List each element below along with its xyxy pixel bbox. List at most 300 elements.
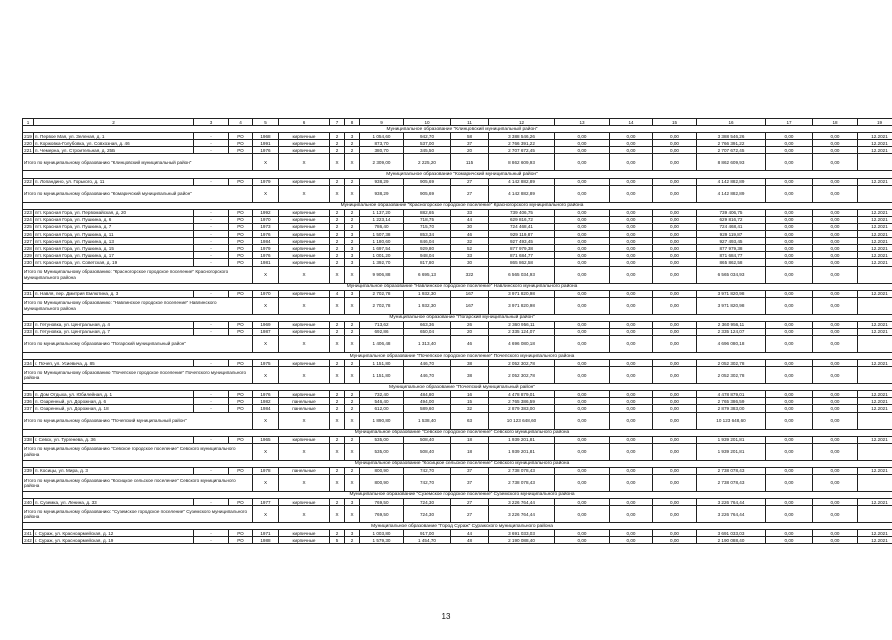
table-cell: 865 862,58	[489, 259, 555, 266]
table-cell: 4 142 882,89	[697, 178, 766, 185]
table-cell: X	[279, 367, 330, 384]
table-cell: X	[253, 412, 279, 429]
table-cell: 0,00	[813, 436, 858, 443]
table-cell: 0,00	[555, 506, 610, 523]
table-row	[23, 537, 892, 544]
table-cell: 0,00	[813, 147, 858, 154]
table-cell: 2	[330, 398, 345, 405]
table-cell: -	[194, 238, 229, 245]
table-cell: Муниципальное образование "Город Сураж" Суражского муниципального района	[23, 523, 892, 530]
table-cell: 12.2021	[858, 178, 892, 185]
table-cell: -	[194, 245, 229, 252]
table-cell: 1 180,60	[360, 238, 404, 245]
table-cell: РО	[229, 436, 253, 443]
table-cell: 3 226 764,44	[697, 499, 766, 506]
table-cell: кирпичные	[279, 231, 330, 238]
table-cell: 1 223,14	[360, 216, 404, 223]
table-cell: 0,00	[766, 506, 813, 523]
table-cell: 4	[229, 119, 253, 126]
table-cell: 2	[330, 391, 345, 398]
table-cell: 0,00	[610, 154, 653, 171]
table-row	[23, 231, 892, 238]
table-cell: пгт. Красная Гора, ул. Пушкина, д. 15	[34, 245, 194, 252]
table-row	[23, 133, 892, 140]
table-row	[23, 245, 892, 252]
table-cell: 0,00	[766, 290, 813, 297]
table-cell: 2 335 124,07	[489, 328, 555, 335]
table-cell: 27	[451, 499, 489, 506]
table-cell: 0,00	[610, 405, 653, 412]
table-cell: п. Косицы, ул. Мира, д. 3	[34, 467, 194, 474]
table-cell: 0,00	[610, 223, 653, 230]
table-cell: 38	[451, 367, 489, 384]
table-cell: 0,00	[766, 252, 813, 259]
table-cell: 537,00	[404, 140, 451, 147]
table-cell: 0,00	[813, 360, 858, 367]
table-cell: 0,00	[766, 328, 813, 335]
table-cell: 732,40	[360, 391, 404, 398]
table-cell: -	[194, 405, 229, 412]
table-cell: 0,00	[555, 266, 610, 283]
table-cell: 2	[330, 321, 345, 328]
table-cell: 11	[451, 119, 489, 126]
table-cell: 0,00	[813, 405, 858, 412]
table-cell: 2	[345, 216, 360, 223]
table-cell: -	[194, 290, 229, 297]
table-cell: пгт. Красная Гора, ул. Первомайская, д. 20	[34, 209, 194, 216]
table-cell: 0,00	[610, 252, 653, 259]
table-cell: кирпичные	[279, 140, 330, 147]
table-cell: 0,00	[653, 360, 697, 367]
table-cell: 0,00	[653, 506, 697, 523]
table-cell: РО	[229, 209, 253, 216]
section-title-row	[23, 352, 892, 359]
table-cell: 0,00	[813, 321, 858, 328]
table-cell: 239	[24, 468, 32, 474]
table-cell: 0,00	[653, 178, 697, 185]
table-cell: 724 468,41	[697, 223, 766, 230]
table-cell: 800,90	[360, 467, 404, 474]
table-cell: п. Коржовка-Голубовка, ул. Совхозная, д. 46	[34, 140, 194, 147]
table-cell: 0,00	[610, 321, 653, 328]
table-cell: кирпичные	[279, 328, 330, 335]
table-cell: 873,70	[360, 140, 404, 147]
table-cell: кирпичные	[279, 209, 330, 216]
table-cell: 0,00	[610, 266, 653, 283]
table-cell: 3	[345, 133, 360, 140]
table-cell: 1 697,54	[360, 245, 404, 252]
table-cell: Муниципальное образование "Косицкое сельское поселение" Севского муниципального района	[23, 460, 892, 467]
table-cell: 2	[345, 398, 360, 405]
table-cell: 2	[330, 245, 345, 252]
table-cell: 16	[697, 119, 766, 126]
table-cell: 233	[24, 329, 32, 335]
table-cell: РО	[229, 398, 253, 405]
table-cell: 742,70	[404, 467, 451, 474]
table-cell: 0,00	[813, 530, 858, 537]
table-cell: 9 906,88	[360, 266, 404, 283]
table-cell: 12.2021	[858, 467, 892, 474]
table-cell: 58	[451, 133, 489, 140]
table-cell: 2	[345, 360, 360, 367]
table-cell: 2	[330, 328, 345, 335]
table-cell: 219	[24, 133, 32, 139]
total-row	[23, 367, 892, 384]
table-cell: 0,00	[813, 499, 858, 506]
total-row	[23, 412, 892, 429]
table-cell: 1988	[253, 537, 279, 544]
table-cell: -	[194, 140, 229, 147]
table-cell: X	[279, 474, 330, 491]
table-cell: 0,00	[766, 367, 813, 384]
table-cell: 817,80	[404, 259, 451, 266]
table-cell: 225	[24, 224, 32, 230]
table-cell: 786,40	[360, 223, 404, 230]
table-cell: 0,00	[653, 474, 697, 491]
table-cell: 241	[24, 530, 32, 536]
table-cell: 0,00	[610, 297, 653, 314]
table-cell: 0,00	[653, 290, 697, 297]
table-cell: 0,00	[555, 436, 610, 443]
table-cell: 2 765 386,59	[697, 398, 766, 405]
table-cell	[858, 185, 892, 202]
table-cell: 0,00	[813, 216, 858, 223]
table-cell	[858, 335, 892, 352]
table-cell: 938,29	[360, 178, 404, 185]
table-cell: 2	[330, 499, 345, 506]
table-cell: 0,00	[766, 530, 813, 537]
table-cell: 0,00	[610, 140, 653, 147]
table-cell: 2 360 956,11	[489, 321, 555, 328]
table-row	[23, 209, 892, 216]
table-cell: 4 478 879,01	[489, 391, 555, 398]
table-row	[23, 216, 892, 223]
table-cell: кирпичные	[279, 178, 330, 185]
table-cell: 0,00	[610, 412, 653, 429]
section-title-row	[23, 283, 892, 290]
table-cell: пгт. Красная Гора, ул. Пушкина, д. 7	[34, 223, 194, 230]
table-cell: 494,00	[404, 398, 451, 405]
table-cell: 0,00	[766, 412, 813, 429]
table-cell: X	[330, 506, 345, 523]
section-title-row	[23, 460, 892, 467]
table-cell: 2 309,00	[360, 154, 404, 171]
table-cell: 2 765 386,59	[489, 398, 555, 405]
table-cell: 12.2021	[858, 209, 892, 216]
table-cell: X	[330, 185, 345, 202]
table-cell: 223	[24, 210, 32, 216]
table-cell: РО	[229, 245, 253, 252]
table-cell: 1979	[253, 245, 279, 252]
table-cell: 0,00	[766, 398, 813, 405]
section-title-row	[23, 126, 892, 133]
table-cell: 0,00	[555, 474, 610, 491]
table-cell: 0,00	[610, 398, 653, 405]
table-cell: X	[345, 506, 360, 523]
table-cell: 1 406,48	[360, 335, 404, 352]
table-cell: 0,00	[653, 216, 697, 223]
table-cell: 9	[360, 119, 404, 126]
table-cell: X	[279, 266, 330, 283]
table-cell: 12.2021	[858, 499, 892, 506]
table-cell: 0,00	[610, 290, 653, 297]
table-cell: 508,40	[404, 443, 451, 460]
table-cell: 2	[330, 223, 345, 230]
table-cell: 0,00	[555, 328, 610, 335]
table-cell: РО	[229, 223, 253, 230]
table-cell: 2 879 383,00	[697, 405, 766, 412]
table-row	[23, 252, 892, 259]
table-cell: -	[194, 231, 229, 238]
table-cell: 12.2021	[858, 245, 892, 252]
table-cell: 0,00	[653, 321, 697, 328]
table-cell: -	[194, 321, 229, 328]
table-cell: Муниципальное образование "Клинцовский муниципальный район"	[23, 126, 892, 133]
table-cell: 2 707 672,45	[697, 147, 766, 154]
table-cell: Муниципальное образование "Севское городское поселение" Севского муниципального района	[23, 429, 892, 436]
table-cell: г. Сураж, ул. Красноармейская, д. 19	[34, 537, 194, 544]
table-cell: 2 879 383,00	[489, 405, 555, 412]
table-cell: 115	[451, 154, 489, 171]
table-cell: 2	[345, 178, 360, 185]
table-cell: 33	[451, 252, 489, 259]
table-cell: 3 971 820,98	[697, 297, 766, 314]
table-cell: 0,00	[766, 245, 813, 252]
table-cell: 0,00	[766, 185, 813, 202]
table-cell: 6	[279, 119, 330, 126]
table-cell: 226	[24, 231, 32, 237]
table-cell: 3 388 546,26	[489, 133, 555, 140]
table-cell: 629 816,72	[697, 216, 766, 223]
table-cell: 2	[330, 140, 345, 147]
table-cell: п. Гетуновка, ул. Центральная, д. 7	[34, 328, 194, 335]
table-cell: 1992	[253, 209, 279, 216]
table-cell	[858, 474, 892, 491]
table-row	[23, 360, 892, 367]
table-cell: 1 890,80	[360, 412, 404, 429]
table-cell: 44	[451, 530, 489, 537]
table-row	[23, 405, 892, 412]
table-cell: 2	[345, 147, 360, 154]
register-table	[22, 118, 888, 544]
table-cell: кирпичные	[279, 391, 330, 398]
table-cell: 12.2021	[858, 391, 892, 398]
table-cell: 229	[24, 252, 32, 258]
table-cell: X	[345, 154, 360, 171]
table-cell: 0,00	[653, 391, 697, 398]
table-row	[23, 467, 892, 474]
table-cell: 20	[451, 328, 489, 335]
table-row	[23, 238, 892, 245]
table-cell: Итого по Муниципальному образованию "Почепское городское поселение" Почепского муниципального района	[23, 367, 253, 384]
section-title-row	[23, 523, 892, 530]
table-cell: 1 507,38	[360, 231, 404, 238]
table-cell: 37	[451, 467, 489, 474]
table-cell: РО	[229, 216, 253, 223]
table-cell: РО	[229, 467, 253, 474]
table-cell: 2 738 078,43	[489, 467, 555, 474]
table-cell: 0,00	[610, 506, 653, 523]
capital-repair-table	[22, 118, 892, 544]
table-cell: 227	[24, 238, 32, 244]
table-cell: 10 123 648,60	[697, 412, 766, 429]
table-cell: 0,00	[610, 391, 653, 398]
table-cell: 4	[330, 290, 345, 297]
table-cell: 0,00	[653, 259, 697, 266]
table-cell: 26	[451, 321, 489, 328]
table-cell: -	[194, 223, 229, 230]
table-cell: кирпичные	[279, 499, 330, 506]
table-cell: 322	[451, 266, 489, 283]
table-cell: 48	[451, 537, 489, 544]
table-cell: 0,00	[610, 147, 653, 154]
table-cell: 0,00	[555, 391, 610, 398]
table-cell: 1976	[253, 231, 279, 238]
table-cell: 0,00	[766, 405, 813, 412]
table-cell: 929 119,87	[489, 231, 555, 238]
table-cell: п. Суземка, ул. Ленина, д. 33	[34, 499, 194, 506]
table-cell: 0,00	[653, 530, 697, 537]
table-cell: X	[330, 474, 345, 491]
table-cell: кирпичные	[279, 290, 330, 297]
table-cell: 929,80	[404, 245, 451, 252]
table-cell: X	[345, 412, 360, 429]
table-cell: 1 939 201,81	[489, 443, 555, 460]
table-row	[23, 147, 892, 154]
table-cell: 0,00	[813, 140, 858, 147]
table-cell: X	[253, 335, 279, 352]
table-cell: Муниципальное образование "Почепское городское поселение" Почепского муниципального района	[23, 352, 892, 359]
table-cell: 0,00	[653, 537, 697, 544]
table-cell: 0,00	[555, 321, 610, 328]
section-title-row	[23, 314, 892, 321]
table-cell: Муниципальное образование "Почепский муниципальный район"	[23, 384, 892, 391]
table-cell: X	[345, 443, 360, 460]
table-cell: 4 478 879,01	[697, 391, 766, 398]
table-cell: 167	[451, 297, 489, 314]
table-cell: 871 684,77	[489, 252, 555, 259]
table-cell: 0,00	[766, 154, 813, 171]
table-cell: -	[194, 259, 229, 266]
table-cell: 2	[330, 231, 345, 238]
total-row	[23, 185, 892, 202]
table-cell: 167	[451, 290, 489, 297]
table-cell: 15	[653, 119, 697, 126]
table-cell: 942,70	[404, 133, 451, 140]
table-cell: 0,00	[555, 133, 610, 140]
table-cell: 0,00	[610, 185, 653, 202]
table-cell: 12.2021	[858, 133, 892, 140]
table-cell: 650,04	[404, 328, 451, 335]
table-row	[23, 140, 892, 147]
table-cell: -	[194, 436, 229, 443]
table-row	[23, 321, 892, 328]
table-cell: п. Лопандино, ул. Горького, д. 11	[34, 178, 194, 185]
table-cell: 877 979,38	[697, 245, 766, 252]
table-cell: г. Сураж, ул. Красноармейская, д. 12	[34, 530, 194, 537]
table-cell: Итого по муниципальному образованию "Погарский муниципальный район"	[23, 335, 253, 352]
table-cell: Итого по муниципальному образованию "Косицкое сельское поселение" Севского муниципального района	[23, 474, 253, 491]
table-cell: 2	[345, 328, 360, 335]
table-cell: 4 142 882,89	[697, 185, 766, 202]
table-cell: X	[345, 335, 360, 352]
table-cell: 0,00	[555, 499, 610, 506]
table-cell: 2	[330, 178, 345, 185]
table-cell: 0,00	[610, 499, 653, 506]
table-cell: 1982	[253, 398, 279, 405]
table-cell: 0,00	[766, 259, 813, 266]
table-cell: 17	[766, 119, 813, 126]
table-cell: 0,00	[766, 537, 813, 544]
table-cell: X	[330, 154, 345, 171]
table-cell: 12.2021	[858, 360, 892, 367]
table-cell: 1976	[253, 252, 279, 259]
table-cell: 0,00	[610, 178, 653, 185]
table-cell	[858, 154, 892, 171]
table-cell: -	[194, 360, 229, 367]
table-cell: 0,00	[555, 297, 610, 314]
table-cell: кирпичные	[279, 252, 330, 259]
table-cell: 0,00	[813, 328, 858, 335]
table-cell: 3	[345, 252, 360, 259]
table-cell: пгт. Красная Гора, ул. Пушкина, д. 13	[34, 238, 194, 245]
table-cell: 2 702,78	[360, 297, 404, 314]
table-cell: 44	[451, 216, 489, 223]
table-cell: 0,00	[555, 245, 610, 252]
table-cell: 0,00	[766, 178, 813, 185]
table-cell	[858, 412, 892, 429]
table-cell: 3 226 764,44	[489, 499, 555, 506]
table-cell: 2	[345, 209, 360, 216]
table-cell: 0,00	[653, 140, 697, 147]
table-cell: 692,86	[360, 328, 404, 335]
section-title-row	[23, 171, 892, 178]
table-cell: 0,00	[555, 537, 610, 544]
table-cell: 2 738 078,43	[489, 474, 555, 491]
table-cell: 240	[24, 499, 32, 505]
table-cell: 12.2021	[858, 252, 892, 259]
table-cell: Муниципальное образование "Погарский муниципальный район"	[23, 314, 892, 321]
table-cell	[858, 506, 892, 523]
table-cell: 739 406,75	[697, 209, 766, 216]
table-cell: X	[279, 297, 330, 314]
table-cell: 0,00	[610, 530, 653, 537]
table-cell: 0,00	[766, 223, 813, 230]
table-cell: 0,00	[555, 238, 610, 245]
table-cell: 484,80	[404, 391, 451, 398]
table-cell: РО	[229, 231, 253, 238]
table-cell: 0,00	[555, 335, 610, 352]
table-cell: 46	[451, 335, 489, 352]
table-cell: 12.2021	[858, 140, 892, 147]
table-cell: 0,00	[555, 216, 610, 223]
header-row	[23, 119, 892, 126]
table-cell: 0,00	[653, 147, 697, 154]
table-cell: 46	[451, 231, 489, 238]
table-cell: 0,00	[813, 290, 858, 297]
table-cell: 15	[451, 398, 489, 405]
table-cell: 917,00	[404, 530, 451, 537]
table-cell: 663,36	[404, 321, 451, 328]
table-cell: 3	[345, 530, 360, 537]
table-cell: -	[194, 178, 229, 185]
table-cell: 0,00	[653, 443, 697, 460]
table-cell: 0,00	[813, 259, 858, 266]
table-cell: 3 971 820,98	[489, 290, 555, 297]
table-cell: 0,00	[766, 133, 813, 140]
table-cell: 0,00	[555, 147, 610, 154]
table-cell: Итого по Муниципальному образованию: "Красногорское городское поселение" Красногорского муниципального района	[23, 266, 253, 283]
